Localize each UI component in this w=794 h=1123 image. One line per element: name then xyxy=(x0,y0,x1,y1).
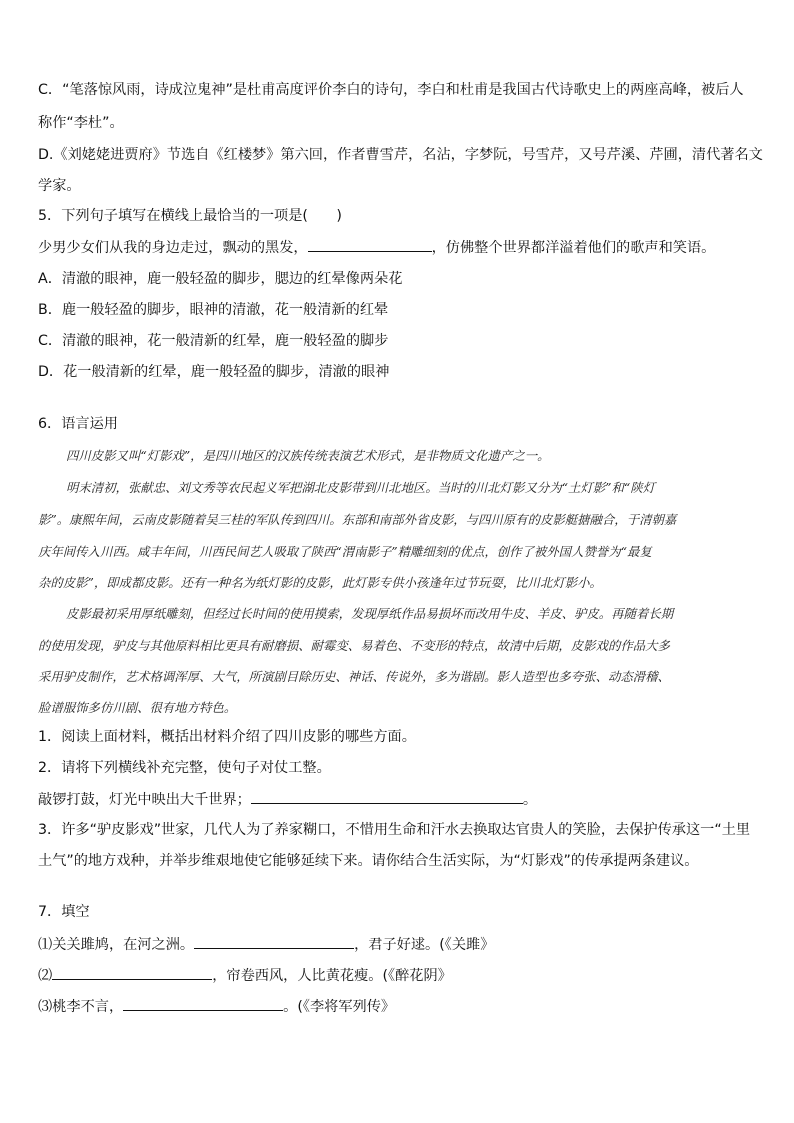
q7-item-1-blank[interactable] xyxy=(194,934,354,949)
q7-item-2 xyxy=(38,965,452,986)
q6-sub3-line1: 3．许多“驴皮影戏”世家，几代人为了养家糊口，不惜用生命和汗水去换取达官贵人的笑脸，去保护传承这一“土里 xyxy=(38,822,751,838)
q7-item-3-blank[interactable] xyxy=(123,996,283,1011)
q6-sub2-prompt: 敲锣打鼓，灯光中映出大千世界； xyxy=(38,792,251,808)
q7-item-2-suffix: ，帘卷西风，人比黄花瘦。(《醉花阴》 xyxy=(212,968,452,984)
q6-sub2: 2．请将下列横线补充完整，使句子对仗工整。 xyxy=(38,760,331,776)
q6-sub3-line2: 土气”的地方戏种，并举步维艰地使它能够延续下来。请你结合生活实际，为“灯影戏”的传承提两条建议。 xyxy=(38,853,699,869)
q5-blank[interactable] xyxy=(308,237,432,252)
q7-item-1-suffix: ，君子好逑。(《关雎》 xyxy=(354,937,495,953)
q7-item-2-prefix: ⑵ xyxy=(38,968,53,984)
q7-item-1-prefix: ⑴关关雎鸠，在河之洲。 xyxy=(38,937,195,953)
q4-option-d-line1: D.《刘姥姥进贾府》节选自《红楼梦》第六回，作者曹雪芹，名沾，字梦阮，号雪芹，又号芹溪、芹圃，清代著名文 xyxy=(38,147,763,163)
q6-sub2-end: 。 xyxy=(522,792,538,808)
q7-item-3-prefix: ⑶桃李不言， xyxy=(38,999,124,1015)
q6-passage-p3-line4: 脸谱服饰多仿川剧、很有地方特色。 xyxy=(38,700,237,715)
q7-item-2-blank[interactable] xyxy=(52,965,212,980)
q5-sentence-part-b: ，仿佛整个世界都洋溢着他们的歌声和笑语。 xyxy=(431,240,716,256)
q5-option-d: D．花一般清新的红晕，鹿一般轻盈的脚步，清澈的眼神 xyxy=(38,364,390,380)
q6-passage-p3-line1: 皮影最初采用厚纸雕刻，但经过长时间的使用摸索，发现厚纸作品易损坏而改用牛皮、羊皮、驴皮。再随着长期 xyxy=(66,606,674,621)
q6-heading: 6．语言运用 xyxy=(38,416,118,432)
q7-heading: 7．填空 xyxy=(38,904,90,920)
q6-passage-p2-line4: 杂的皮影”，即成都皮影。还有一种名为纸灯影的皮影，此灯影专供小孩逢年过节玩耍，比川北灯影小。 xyxy=(38,575,602,590)
q7-item-3-suffix: 。(《李将军列传》 xyxy=(283,999,396,1015)
q6-passage-p3-line3: 采用驴皮制作，艺术格调浑厚、大气，所演剧目除历史、神话、传说外，多为谐剧。影人造型也多夸张、动态滑稽、 xyxy=(38,669,670,684)
q6-sub2-fill-line xyxy=(38,789,537,810)
q5-stem: 5．下列句子填写在横线上最恰当的一项是( ) xyxy=(38,208,342,224)
q4-option-c-line2: 称作“李杜”。 xyxy=(38,115,124,131)
q5-option-a: A．清澈的眼神，鹿一般轻盈的脚步，腮边的红晕像两朵花 xyxy=(38,271,403,287)
q6-passage-p1: 四川皮影又叫“灯影戏”，是四川地区的汉族传统表演艺术形式，是非物质文化遗产之一。 xyxy=(66,448,550,463)
q7-item-3 xyxy=(38,996,395,1017)
q6-passage-p2-line3: 庆年间传入川西。咸丰年间，川西民间艺人吸取了陕西“渭南影子”精雕细刻的优点，创作了被外国人赞誉为“最复 xyxy=(38,544,652,559)
q7-item-1 xyxy=(38,934,494,955)
q4-option-d-line2: 学家。 xyxy=(38,178,81,194)
q6-sub1: 1．阅读上面材料，概括出材料介绍了四川皮影的哪些方面。 xyxy=(38,729,416,745)
q6-passage-p3-line2: 的使用发现，驴皮与其他原料相比更具有耐磨损、耐霉变、易着色、不变形的特点，故清中后期，皮影戏的作品大多 xyxy=(38,638,670,653)
q5-option-b: B．鹿一般轻盈的脚步，眼神的清澈，花一般清新的红晕 xyxy=(38,302,389,318)
q4-option-c-line1: C．“笔落惊风雨，诗成泣鬼神”是杜甫高度评价李白的诗句，李白和杜甫是我国古代诗歌史上的两座高峰，被后人 xyxy=(38,82,744,98)
q5-sentence xyxy=(38,237,715,258)
q5-sentence-part-a: 少男少女们从我的身边走过，飘动的黑发， xyxy=(38,240,308,256)
q5-option-c: C．清澈的眼神，花一般清新的红晕，鹿一般轻盈的脚步 xyxy=(38,333,389,349)
q6-passage-p2-line2: 影”。康熙年间，云南皮影随着吴三桂的军队传到四川。东部和南部外省皮影，与四川原有的皮影艇搪融合，于清朝嘉 xyxy=(38,512,677,527)
q6-sub2-blank[interactable] xyxy=(251,789,523,804)
q6-passage-p2-line1: 明末清初，张献忠、刘文秀等农民起义军把湖北皮影带到川北地区。当时的川北灯影又分为“土灯影”和“陕灯 xyxy=(66,480,655,495)
